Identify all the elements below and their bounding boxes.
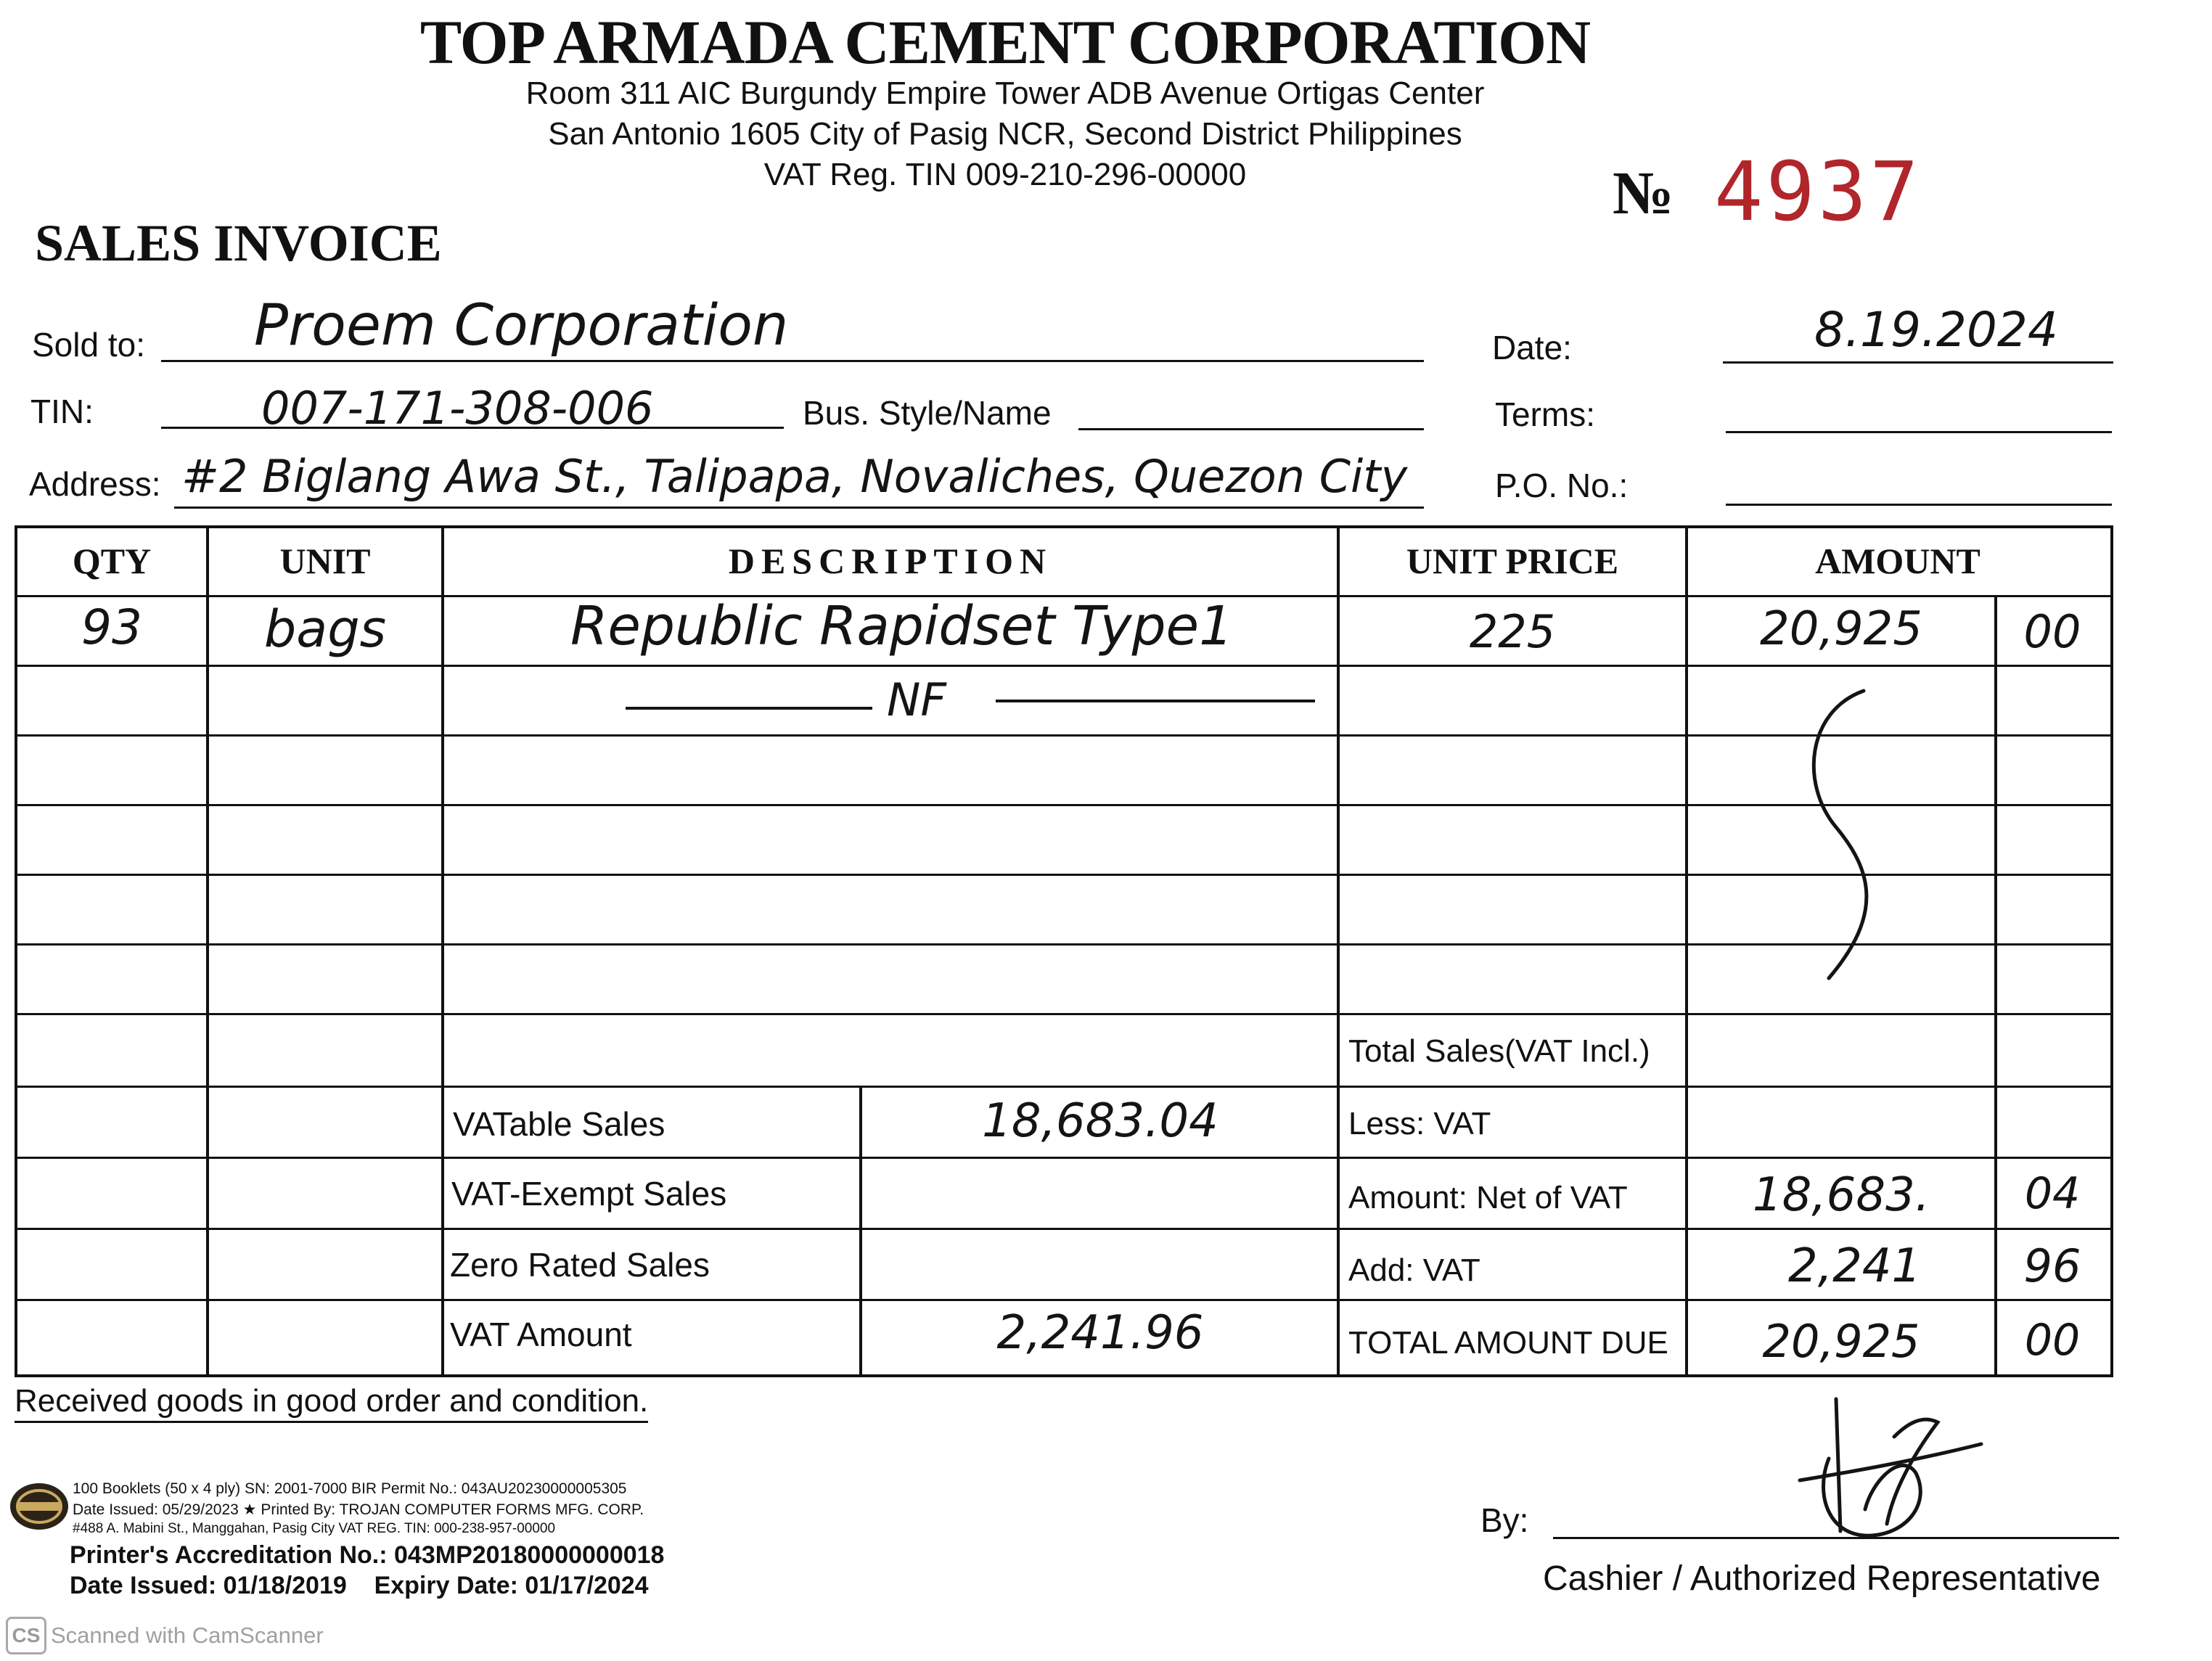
item-description: Republic Rapidset Type1 — [570, 595, 1234, 657]
sold-to-value: Proem Corporation — [254, 293, 789, 358]
header-unit-price: UNIT PRICE — [1406, 541, 1619, 581]
row-divider — [15, 1013, 2110, 1015]
amount-net-of-vat-label: Amount: Net of VAT — [1348, 1180, 1628, 1215]
printer-accreditation: Printer's Accreditation No.: 043MP20180000000018 — [70, 1541, 665, 1569]
date-line — [1723, 361, 2113, 364]
row-divider — [15, 1228, 2110, 1230]
bus-style-line — [1078, 428, 1424, 430]
header-unit: UNIT — [279, 541, 371, 581]
sold-to-line — [161, 360, 1424, 362]
void-mark — [1785, 682, 1916, 987]
vatable-sales-value: 18,683.04 — [982, 1094, 1218, 1148]
total-amount-due-label: TOTAL AMOUNT DUE — [1348, 1325, 1668, 1361]
date-label: Date: — [1492, 329, 1572, 366]
vatable-sales-label: VATable Sales — [453, 1105, 665, 1143]
add-vat-label: Add: VAT — [1348, 1252, 1480, 1288]
row-divider — [15, 1086, 2110, 1088]
item-amount-cents: 00 — [2023, 605, 2081, 658]
nf-dash-right — [996, 700, 1315, 702]
add-vat-value: 2,241 — [1788, 1239, 1922, 1293]
camscanner-badge: CS — [6, 1617, 46, 1654]
date-value: 8.19.2024 — [1814, 302, 2058, 358]
received-statement: Received goods in good order and condition. — [15, 1383, 648, 1423]
address-value: #2 Biglang Awa St., Talipapa, Novaliches, Quezon City — [181, 450, 1408, 503]
nf-dash-left — [626, 707, 872, 710]
printer-info-line1: 100 Booklets (50 x 4 ply) SN: 2001-7000 BIR Permit No.: 043AU20230000005305 — [73, 1480, 627, 1497]
row-divider — [15, 1157, 2110, 1159]
printer-info-line2: Date Issued: 05/29/2023 ★ Printed By: TROJAN COMPUTER FORMS MFG. CORP. — [73, 1501, 644, 1518]
vat-exempt-sales-label: VAT-Exempt Sales — [451, 1175, 727, 1213]
po-number-line — [1726, 504, 2112, 506]
less-vat-label: Less: VAT — [1348, 1106, 1491, 1141]
company-address-line1: Room 311 AIC Burgundy Empire Tower ADB Avenue Ortigas Center — [525, 75, 1485, 111]
company-name: TOP ARMADA CEMENT CORPORATION — [419, 7, 1591, 77]
vat-amount-value: 2,241.96 — [996, 1306, 1204, 1360]
vat-registration: VAT Reg. TIN 009-210-296-00000 — [763, 157, 1247, 192]
zero-rated-sales-label: Zero Rated Sales — [450, 1246, 710, 1284]
header-qty: QTY — [72, 541, 152, 581]
po-number-label: P.O. No.: — [1495, 467, 1629, 504]
invoice-number: 4937 — [1714, 145, 1922, 239]
nf-note: NF — [887, 673, 947, 726]
address-line — [174, 506, 1424, 509]
signature-mark — [1785, 1393, 1988, 1546]
printer-logo — [9, 1480, 70, 1533]
item-amount: 20,925 — [1760, 602, 1922, 656]
address-label: Address: — [29, 465, 161, 503]
item-qty: 93 — [81, 599, 142, 655]
terms-line — [1726, 431, 2112, 433]
by-label: By: — [1480, 1501, 1529, 1539]
item-unit: bags — [263, 599, 387, 659]
tin-value: 007-171-308-006 — [261, 382, 654, 435]
tin-label: TIN: — [30, 393, 94, 430]
add-vat-cents: 96 — [2023, 1239, 2081, 1292]
header-amount: AMOUNT — [1815, 541, 1980, 581]
col-divider-summary — [859, 1086, 862, 1374]
camscanner-text: Scanned with CamScanner — [51, 1623, 324, 1648]
total-sales-label: Total Sales(VAT Incl.) — [1348, 1033, 1650, 1069]
amount-net-of-vat-cents: 04 — [2024, 1168, 2081, 1219]
item-unit-price: 225 — [1469, 605, 1556, 658]
col-divider-unit — [441, 525, 444, 1374]
printer-info-line3: #488 A. Mabini St., Manggahan, Pasig City VAT REG. TIN: 000-238-957-00000 — [73, 1521, 556, 1536]
total-amount-due-value: 20,925 — [1762, 1315, 1920, 1368]
total-amount-due-cents: 00 — [2024, 1315, 2081, 1366]
amount-net-of-vat-value: 18,683. — [1752, 1168, 1930, 1222]
vat-amount-label: VAT Amount — [450, 1316, 632, 1353]
row-divider — [15, 1299, 2110, 1301]
bus-style-label: Bus. Style/Name — [803, 394, 1052, 432]
row-divider — [15, 665, 2110, 667]
sold-to-label: Sold to: — [32, 326, 145, 364]
company-address-line2: San Antonio 1605 City of Pasig NCR, Second District Philippines — [548, 116, 1462, 152]
signatory-caption: Cashier / Authorized Representative — [1543, 1559, 2101, 1598]
header-description: DESCRIPTION — [728, 541, 1053, 581]
printer-issue-expiry: Date Issued: 01/18/2019 Expiry Date: 01/17/2024 — [70, 1572, 649, 1599]
terms-label: Terms: — [1495, 395, 1595, 433]
document-title: SALES INVOICE — [35, 214, 442, 272]
invoice-number-label: № — [1613, 160, 1674, 227]
